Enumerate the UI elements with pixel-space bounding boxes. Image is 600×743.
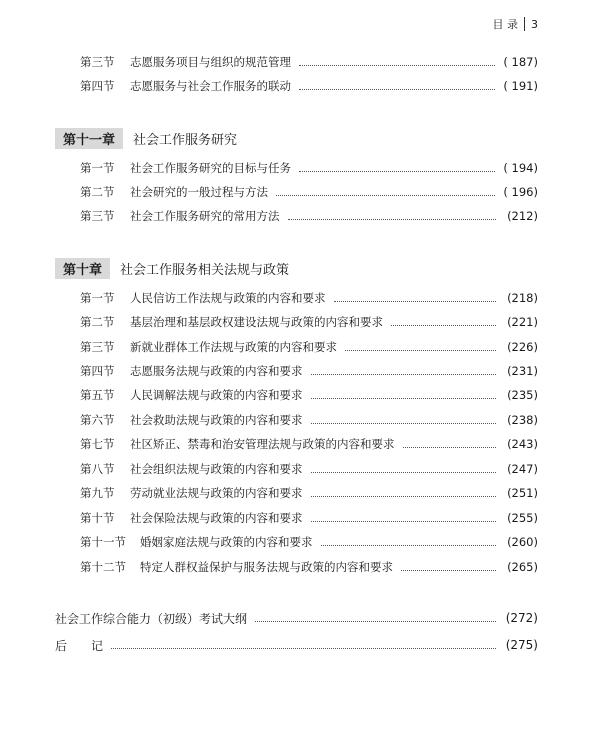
page-ref: (235) — [507, 388, 538, 402]
page-ref: (238) — [507, 413, 538, 427]
section-title: 婚姻家庭法规与政策的内容和要求 — [140, 535, 313, 549]
toc-entry[interactable] — [80, 435, 538, 453]
section-number: 第五节 — [80, 388, 115, 402]
section-number: 第十一节 — [80, 535, 126, 549]
section-title: 劳动就业法规与政策的内容和要求 — [130, 486, 303, 500]
leader-dots — [345, 350, 496, 351]
leader-dots — [311, 374, 497, 375]
page-ref: (265) — [507, 560, 538, 574]
leader-dots — [299, 171, 495, 172]
page-ref: (275) — [505, 638, 538, 652]
section-number: 第八节 — [80, 462, 115, 476]
page-ref: ( 187) — [503, 55, 538, 69]
toc-entry[interactable] — [80, 77, 538, 95]
toc-entry[interactable] — [80, 558, 538, 576]
page-ref: ( 194) — [503, 161, 538, 175]
toc-entry[interactable] — [80, 362, 538, 380]
section-title: 志愿服务法规与政策的内容和要求 — [130, 364, 303, 378]
toc-entry[interactable] — [80, 207, 538, 225]
leader-dots — [403, 447, 497, 448]
section-title: 社会保险法规与政策的内容和要求 — [130, 511, 303, 525]
section-title: 志愿服务与社会工作服务的联动 — [130, 79, 291, 93]
section-number: 第九节 — [80, 486, 115, 500]
section-number: 第十节 — [80, 511, 115, 525]
entry-title: 后 记 — [55, 638, 104, 653]
section-title: 人民信访工作法规与政策的内容和要求 — [130, 291, 326, 305]
leader-dots — [311, 423, 497, 424]
entry-title: 社会工作综合能力（初级）考试大纲 — [55, 611, 248, 626]
page-ref: ( 191) — [503, 79, 538, 93]
chapter-title: 社会工作服务相关法规与政策 — [120, 262, 290, 278]
toc-entry[interactable] — [80, 338, 538, 356]
section-number: 第三节 — [80, 340, 115, 354]
section-title: 新就业群体工作法规与政策的内容和要求 — [130, 340, 337, 354]
page-ref: (272) — [505, 611, 538, 625]
section-number: 第三节 — [80, 209, 115, 223]
leader-dots — [391, 325, 496, 326]
leader-dots — [299, 89, 495, 90]
page-ref: (221) — [507, 315, 538, 329]
section-title: 志愿服务项目与组织的规范管理 — [130, 55, 291, 69]
section-number: 第一节 — [80, 291, 115, 305]
section-number: 第四节 — [80, 364, 115, 378]
page-ref: (247) — [507, 462, 538, 476]
page-ref: ( 196) — [503, 185, 538, 199]
section-number: 第一节 — [80, 161, 115, 175]
section-number: 第六节 — [80, 413, 115, 427]
leader-dots — [288, 219, 497, 220]
page-ref: (255) — [507, 511, 538, 525]
section-title: 人民调解法规与政策的内容和要求 — [130, 388, 303, 402]
toc-entry[interactable] — [80, 533, 538, 551]
leader-dots — [299, 65, 495, 66]
section-title: 社会组织法规与政策的内容和要求 — [130, 462, 303, 476]
section-title: 社会工作服务研究的常用方法 — [130, 209, 280, 223]
header-divider — [524, 17, 525, 31]
section-number: 第二节 — [80, 315, 115, 329]
leader-dots — [401, 570, 496, 571]
leader-dots — [311, 472, 497, 473]
section-title: 社会救助法规与政策的内容和要求 — [130, 413, 303, 427]
page-ref: (260) — [507, 535, 538, 549]
toc-entry[interactable] — [80, 386, 538, 404]
leader-dots — [321, 545, 497, 546]
section-title: 社区矫正、禁毒和治安管理法规与政策的内容和要求 — [130, 437, 395, 451]
toc-entry[interactable] — [80, 159, 538, 177]
page-ref: (218) — [507, 291, 538, 305]
section-number: 第四节 — [80, 79, 115, 93]
leader-dots — [111, 648, 496, 649]
section-title: 社会研究的一般过程与方法 — [130, 185, 268, 199]
section-title: 基层治理和基层政权建设法规与政策的内容和要求 — [130, 315, 383, 329]
toc-entry[interactable] — [80, 183, 538, 201]
chapter-title: 社会工作服务研究 — [133, 132, 238, 148]
toc-entry[interactable] — [80, 411, 538, 429]
section-title: 社会工作服务研究的目标与任务 — [130, 161, 291, 175]
chapter-tag: 第十一章 — [55, 128, 123, 149]
leader-dots — [311, 398, 497, 399]
chapter-tag: 第十章 — [55, 258, 110, 279]
chapter-heading[interactable] — [55, 128, 237, 148]
toc-entry[interactable] — [80, 53, 538, 71]
toc-entry[interactable] — [80, 313, 538, 331]
toc-entry[interactable] — [80, 509, 538, 527]
page-ref: (231) — [507, 364, 538, 378]
toc-entry[interactable] — [80, 460, 538, 478]
section-number: 第二节 — [80, 185, 115, 199]
section-number: 第十二节 — [80, 560, 126, 574]
page-ref: (251) — [507, 486, 538, 500]
page-ref: (243) — [507, 437, 538, 451]
toc-entry-top[interactable] — [55, 636, 538, 654]
chapter-heading[interactable] — [55, 258, 289, 278]
section-number: 第七节 — [80, 437, 115, 451]
leader-dots — [334, 301, 497, 302]
page-number: 3 — [531, 17, 538, 31]
header-title: 目 录 — [492, 18, 518, 31]
toc-entry[interactable] — [80, 289, 538, 307]
leader-dots — [255, 621, 496, 622]
leader-dots — [311, 521, 497, 522]
page-ref: (226) — [507, 340, 538, 354]
section-number: 第三节 — [80, 55, 115, 69]
toc-entry-top[interactable] — [55, 609, 538, 627]
leader-dots — [311, 496, 497, 497]
leader-dots — [276, 195, 495, 196]
toc-entry[interactable] — [80, 484, 538, 502]
page-header — [493, 16, 539, 32]
page-ref: (212) — [507, 209, 538, 223]
section-title: 特定人群权益保护与服务法规与政策的内容和要求 — [140, 560, 393, 574]
